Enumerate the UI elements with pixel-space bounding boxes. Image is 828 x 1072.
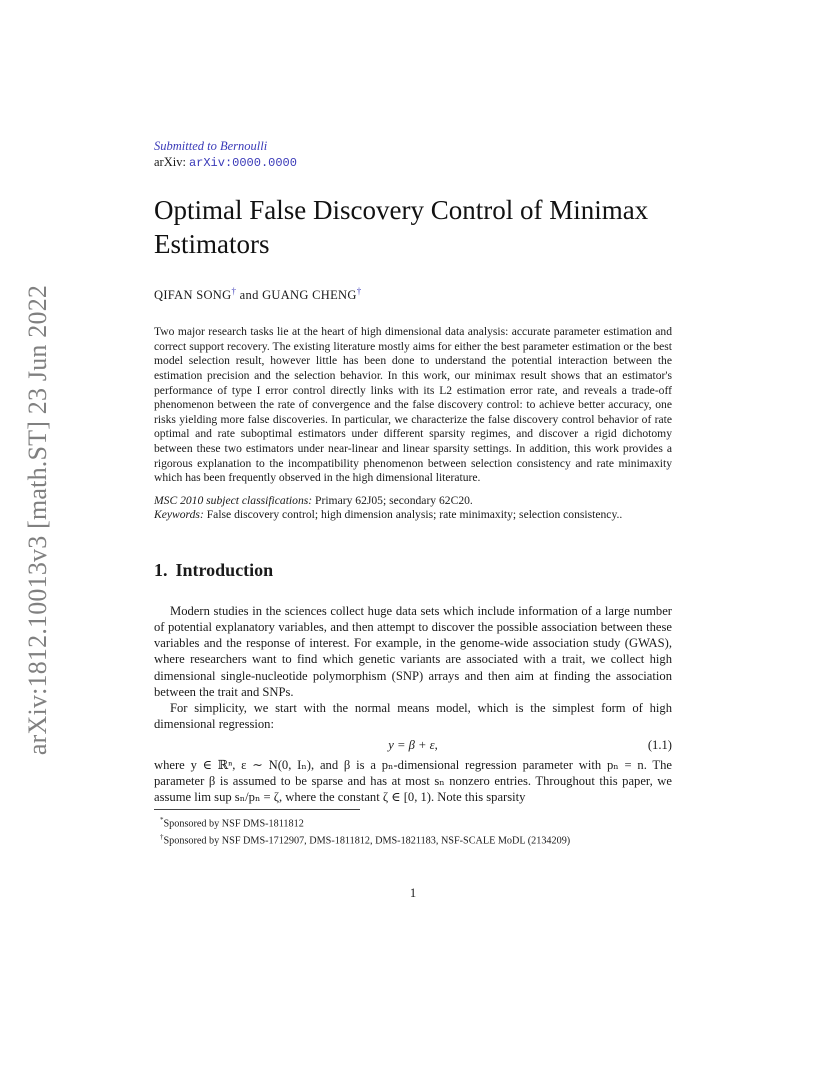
journal-line: Submitted to Bernoulli bbox=[154, 139, 268, 153]
author-connector: and bbox=[236, 288, 263, 303]
keywords bbox=[154, 508, 672, 523]
arxiv-label: arXiv: bbox=[154, 155, 186, 169]
arxiv-sidebar-stamp: arXiv:1812.10013v3 [math.ST] 23 Jun 2022 bbox=[23, 284, 52, 756]
msc-label: MSC 2010 subject classifications: bbox=[154, 493, 313, 507]
footnote-2 bbox=[154, 831, 672, 847]
abstract: Two major research tasks lie at the heart of high dimensional data analysis: accurate parameter estimation and correct support recovery. The existing literature mostly aims for either the best parameter estimation or the best model selection result, however little has been done to understand the potential interaction between the estimation precision and the selection behavior. In this work, our minimax result shows that an estimator's performance of type I error control directly links with its L2 estimation error rate, and reveals a trade-off phenomenon between the rate of convergence and the false discovery control: to achieve better accuracy, one risks yielding more false discoveries. In particular, we characterize the false discovery control behavior of rate optimal and rate suboptimal estimators under different sparsity regimes, and discover a rigid dichotomy between these two estimators under near-linear and linear sparsity settings. In addition, this work provides a rigorous explanation to the incompatibility phenomenon between selection consistency and rate minimaxity which has been frequently observed in the high dimensional literature. bbox=[154, 325, 672, 485]
section-heading-introduction bbox=[154, 559, 672, 581]
intro-paragraph-2: For simplicity, we start with the normal means model, which is the simplest form of high dimensional regression: bbox=[154, 701, 672, 732]
section-title: Introduction bbox=[175, 559, 274, 580]
keywords-label: Keywords: bbox=[154, 508, 204, 522]
paper-title: Optimal False Discovery Control of Minimax Estimators bbox=[154, 195, 649, 259]
author-footnote-mark[interactable]: † bbox=[231, 286, 237, 296]
author-name: QIFAN SONG bbox=[154, 288, 232, 303]
footnote-rule bbox=[154, 809, 360, 810]
page-number: 1 bbox=[409, 886, 417, 900]
footnote-mark: * bbox=[160, 816, 164, 825]
intro-paragraph-1: Modern studies in the sciences collect huge data sets which include information of a large number of potential explanatory variables, and then attempt to discover the possible association between these variables and the response of interest. For example, in the genome-wide association study (GWAS), where researchers want to find which genetic variants are associated with a trait, we collect high dimensional single-nucleotide polymorphism (SNP) arrays and then aim at finding the association between the trait and SNPs. bbox=[154, 603, 672, 699]
keywords-value: False discovery control; high dimension analysis; rate minimaxity; selection consistency.. bbox=[206, 508, 623, 522]
msc-value: Primary 62J05; secondary 62C20. bbox=[315, 493, 473, 507]
author-name: GUANG CHENG bbox=[262, 288, 357, 303]
equation-body: y = β + ε, bbox=[388, 737, 438, 752]
intro-paragraph-3: where y ∈ ℝⁿ, ε ∼ N(0, Iₙ), and β is a pₙ-dimensional regression parameter with pₙ = n. The parameter β is assumed to be sparse and has at most sₙ nonzero entries. Throughout this paper, we assume lim sup sₙ/pₙ = ζ, where the constant ζ ∈ [0, 1). Note this sparsity bbox=[154, 757, 672, 804]
section-number: 1. bbox=[154, 559, 168, 580]
paper-page bbox=[154, 138, 672, 900]
msc-classification bbox=[154, 494, 672, 509]
arxiv-id-link[interactable]: arXiv:0000.0000 bbox=[188, 156, 297, 170]
footnote-text: Sponsored by NSF DMS-1811812 bbox=[163, 818, 304, 830]
equation-number: (1.1) bbox=[647, 737, 672, 752]
author-line bbox=[154, 283, 672, 303]
equation-1-1 bbox=[154, 733, 672, 757]
footnote-1 bbox=[154, 814, 672, 830]
author-footnote-mark[interactable]: † bbox=[356, 286, 362, 296]
footnote-mark: † bbox=[160, 832, 164, 841]
arxiv-id-line bbox=[154, 154, 672, 171]
footnote-text: Sponsored by NSF DMS-1712907, DMS-1811812, DMS-1821183, NSF-SCALE MoDL (2134209) bbox=[163, 834, 571, 846]
